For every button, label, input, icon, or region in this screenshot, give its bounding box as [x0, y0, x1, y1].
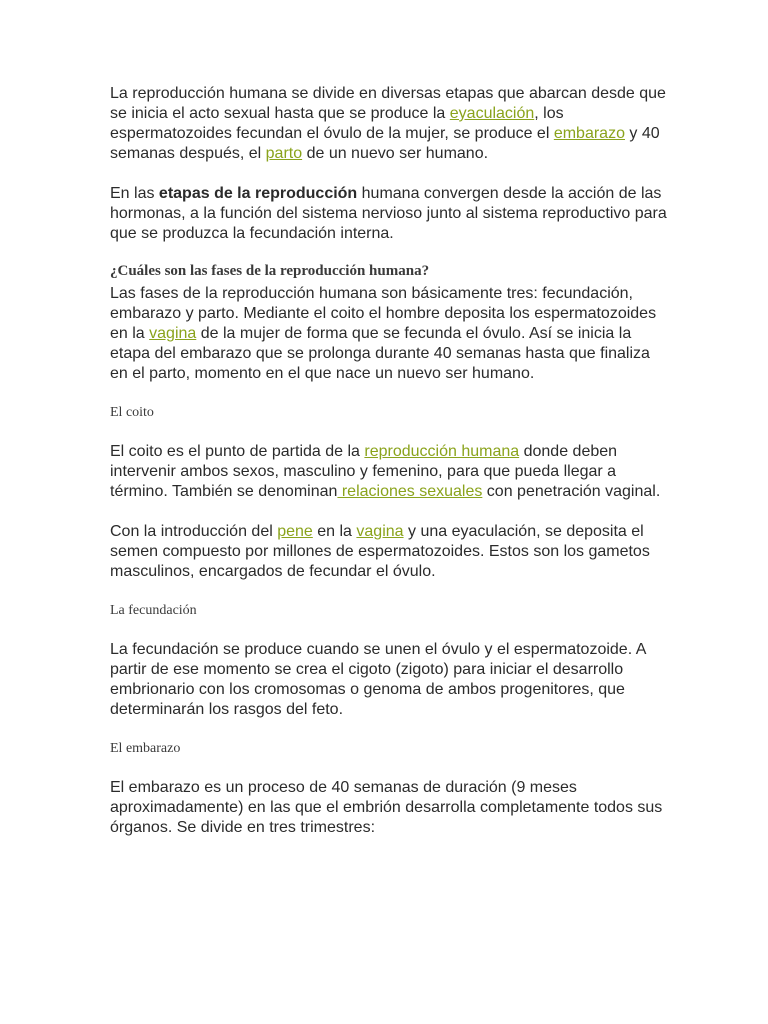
text-span: El coito es el punto de partida de la — [110, 443, 365, 460]
coito-paragraph — [110, 442, 670, 502]
article-body — [110, 84, 670, 838]
text-span: humana convergen desde la acción de las hormonas, a la función del sistema nervioso junto al sistema reproductivo para que se produzca la fecundación interna. — [110, 185, 667, 242]
phases-paragraph — [110, 284, 670, 384]
heading-embarazo: El embarazo — [110, 741, 181, 756]
text-span: de un nuevo ser humano. — [302, 145, 489, 162]
bold-phrase: etapas de la reproducción — [158, 185, 358, 202]
heading-coito: El coito — [110, 405, 154, 420]
link-relaciones-sexuales[interactable]: relaciones sexuales — [337, 483, 483, 500]
heading-fecundacion: La fecundación — [110, 603, 197, 618]
text-span: de la mujer de forma que se fecunda el óvulo. Así se inicia la etapa del embarazo que se prolonga durante 40 semanas hasta que finaliza en el parto, momento en el que nace un nuevo ser humano. — [110, 325, 650, 382]
fecundacion-paragraph: La fecundación se produce cuando se unen el óvulo y el espermatozoide. A partir de ese momento se crea el cigoto (zigoto) para iniciar el desarrollo embrionario con los cromosomas o genoma de ambos progenitores, que determinarán los rasgos del feto. — [110, 641, 646, 718]
text-span: , los espermatozoides fecundan el óvulo de la mujer, se produce el — [110, 105, 564, 142]
text-span: Las fases de la reproducción humana son básicamente tres: fecundación, embarazo y parto. Mediante el coito el hombre deposita los espermatozoides en la — [110, 285, 657, 342]
link-embarazo[interactable]: embarazo — [553, 125, 625, 142]
link-reproduccion-humana[interactable]: reproducción humana — [364, 443, 520, 460]
link-pene[interactable]: pene — [277, 523, 313, 540]
heading-fases: ¿Cuáles son las fases de la reproducción humana? — [110, 263, 430, 279]
text-span: En las — [110, 185, 159, 202]
text-span: con penetración vaginal. — [482, 483, 661, 500]
text-span: en la — [312, 523, 357, 540]
introduction-paragraph — [110, 522, 670, 582]
stages-paragraph — [110, 184, 670, 244]
text-span: y una eyaculación, se deposita el semen compuesto por millones de espermatozoides. Estos son los gametos masculinos, encargados de fecundar el óvulo. — [110, 523, 650, 580]
text-span: donde deben intervenir ambos sexos, masculino y femenino, para que pueda llegar a término. También se denominan — [110, 443, 618, 500]
link-parto[interactable]: parto — [265, 145, 303, 162]
intro-paragraph — [110, 84, 670, 164]
text-span: Con la introducción del — [110, 523, 278, 540]
embarazo-paragraph: El embarazo es un proceso de 40 semanas de duración (9 meses aproximadamente) en las que el embrión desarrolla completamente todos sus órganos. Se divide en tres trimestres: — [110, 779, 663, 836]
link-vagina[interactable]: vagina — [356, 523, 404, 540]
link-eyaculacion[interactable]: eyaculación — [449, 105, 535, 122]
text-span: y 40 semanas después, el — [110, 125, 660, 162]
text-span: La reproducción humana se divide en diversas etapas que abarcan desde que se inicia el acto sexual hasta que se produce la — [110, 85, 666, 122]
link-vagina[interactable]: vagina — [149, 325, 197, 342]
